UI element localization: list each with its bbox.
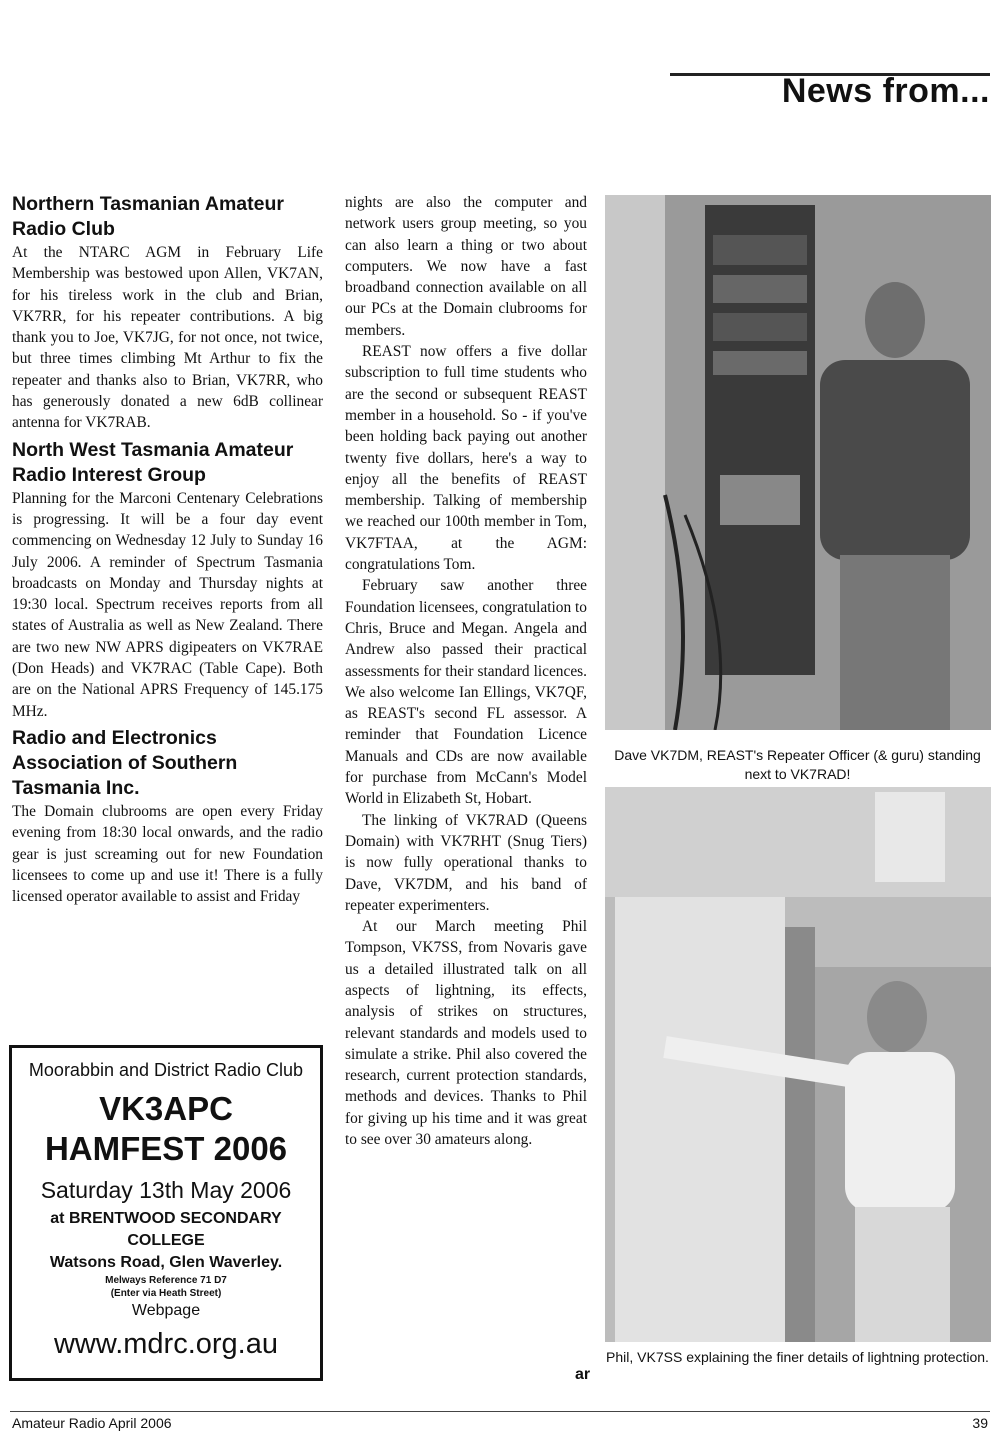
body-ntarc: At the NTARC AGM in February Life Membership was bestowed upon Allen, VK7AN, for his tireless work in the club and Brian, VK7RR, for his repeater contributions. A big thank you to Joe, VK7JG, for not once, not twice, but three times climbing Mt Arthur to fix the repeater and thanks also to Brian, VK7RR, who has generously donated a new 6dB collinear antenna for VK7RAB. (12, 244, 323, 432)
photo-lightning-talk (605, 787, 991, 1342)
caption-photo-1: Dave VK7DM, REAST's Repeater Officer (& guru) standing next to VK7RAD! (614, 747, 981, 782)
photo-talk-illustration (605, 787, 991, 1342)
heading-ntarc: Northern Tasmanian Amateur Radio Club (12, 193, 284, 240)
footer-publication: Amateur Radio April 2006 (12, 1415, 172, 1431)
ad-web-label: Webpage (131, 1302, 201, 1319)
ad-venue1: at BRENTWOOD SECONDARY (50, 1210, 282, 1227)
ad-url: www.mdrc.org.au (53, 1328, 278, 1360)
ad-callsign: VK3APC (99, 1090, 233, 1127)
heading-reast: Radio and Electronics Association of Southern Tasmania Inc. (12, 726, 238, 799)
photo-repeater-rack (605, 195, 991, 730)
para-2: REAST now offers a five dollar subscription to full time students who are the second or subsequent REAST member in a household. So - if you've been holding back paying out another twenty five dollars, here's a way to enjoy all the benefits of REAST membership. Talking of membership we reached our 100th member in Tom, VK7FTAA, at the AGM: congratulations Tom. (345, 343, 587, 574)
ad-melways: Melways Reference 71 D7 (105, 1275, 227, 1286)
ad-date: Saturday 13th May 2006 (40, 1177, 292, 1203)
footer-rule (10, 1411, 990, 1412)
ad-event: HAMFEST 2006 (44, 1130, 288, 1167)
hamfest-advert (9, 1045, 323, 1381)
column-left (12, 192, 323, 907)
body-reast: The Domain clubrooms are open every Friday evening from 18:30 local onwards, and the radio gear is just screaming out for new Foundation licensees to come up and use it! There is a fully licensed operator available to assist and Friday (12, 802, 323, 906)
page-number: 39 (972, 1415, 988, 1431)
para-3: February saw another three Foundation licensees, congratulation to Chris, Bruce and Megan. Angela and Andrew also passed their practical assessments for their standard licences. We also welcome Ian Ellings, VK7QF, as REAST's second FL assessor. A reminder that Foundation Licence Manuals and CDs are now available for purchase from McCann's Model World in Elizabeth St, Hobart. (345, 577, 587, 808)
caption-photo-2: Phil, VK7SS explaining the finer details of lightning protection. (606, 1349, 989, 1365)
ad-entry: (Enter via Heath Street) (110, 1288, 222, 1299)
ad-venue2: COLLEGE (127, 1232, 205, 1249)
ad-address: Watsons Road, Glen Waverley. (49, 1254, 283, 1271)
ad-club: Moorabbin and District Radio Club (28, 1060, 304, 1080)
body-nwtarig: Planning for the Marconi Centenary Celebrations is progressing. It will be a four day event commencing on Wednesday 12 July to Sunday 16 July 2006. A reminder of Spectrum Tasmania broadcasts on Monday and Thursday nights at 19:30 local. Spectrum receives reports from all states of Australia as well as New Zealand. There are two new NW APRS digipeaters on VK7RAE (Don Heads) and VK7RAC (Table Cape). Both are on the National APRS Frequency of 145.175 MHz. (12, 489, 323, 720)
heading-nwtarig: North West Tasmania Amateur Radio Interest Group (12, 438, 294, 486)
section-title: News from... (781, 72, 990, 110)
para-5: At our March meeting Phil Tompson, VK7SS, from Novaris gave us a detailed illustrated talk on all aspects of lightning, its effects, analysis of strikes on structures, relevant standards and models used to simulate a strike. Phil also covered the research, current protection standards, methods and devices. Thanks to Phil for giving up his time and it was great to see over 30 amateurs along. (345, 918, 587, 1149)
para-4: The linking of VK7RAD (Queens Domain) with VK7RHT (Snug Tiers) is now fully operational thanks to Dave, VK7DM, and his band of repeater experimenters. (345, 811, 587, 914)
column-middle (345, 192, 587, 1150)
photo-repeater-illustration (605, 195, 991, 730)
para-1: nights are also the computer and network users group meeting, so you can also learn a thing or two about computers. We now have a fast broadband connection available on all our PCs at the Domain clubrooms for members. (345, 194, 587, 339)
end-mark: ar (575, 1366, 591, 1383)
